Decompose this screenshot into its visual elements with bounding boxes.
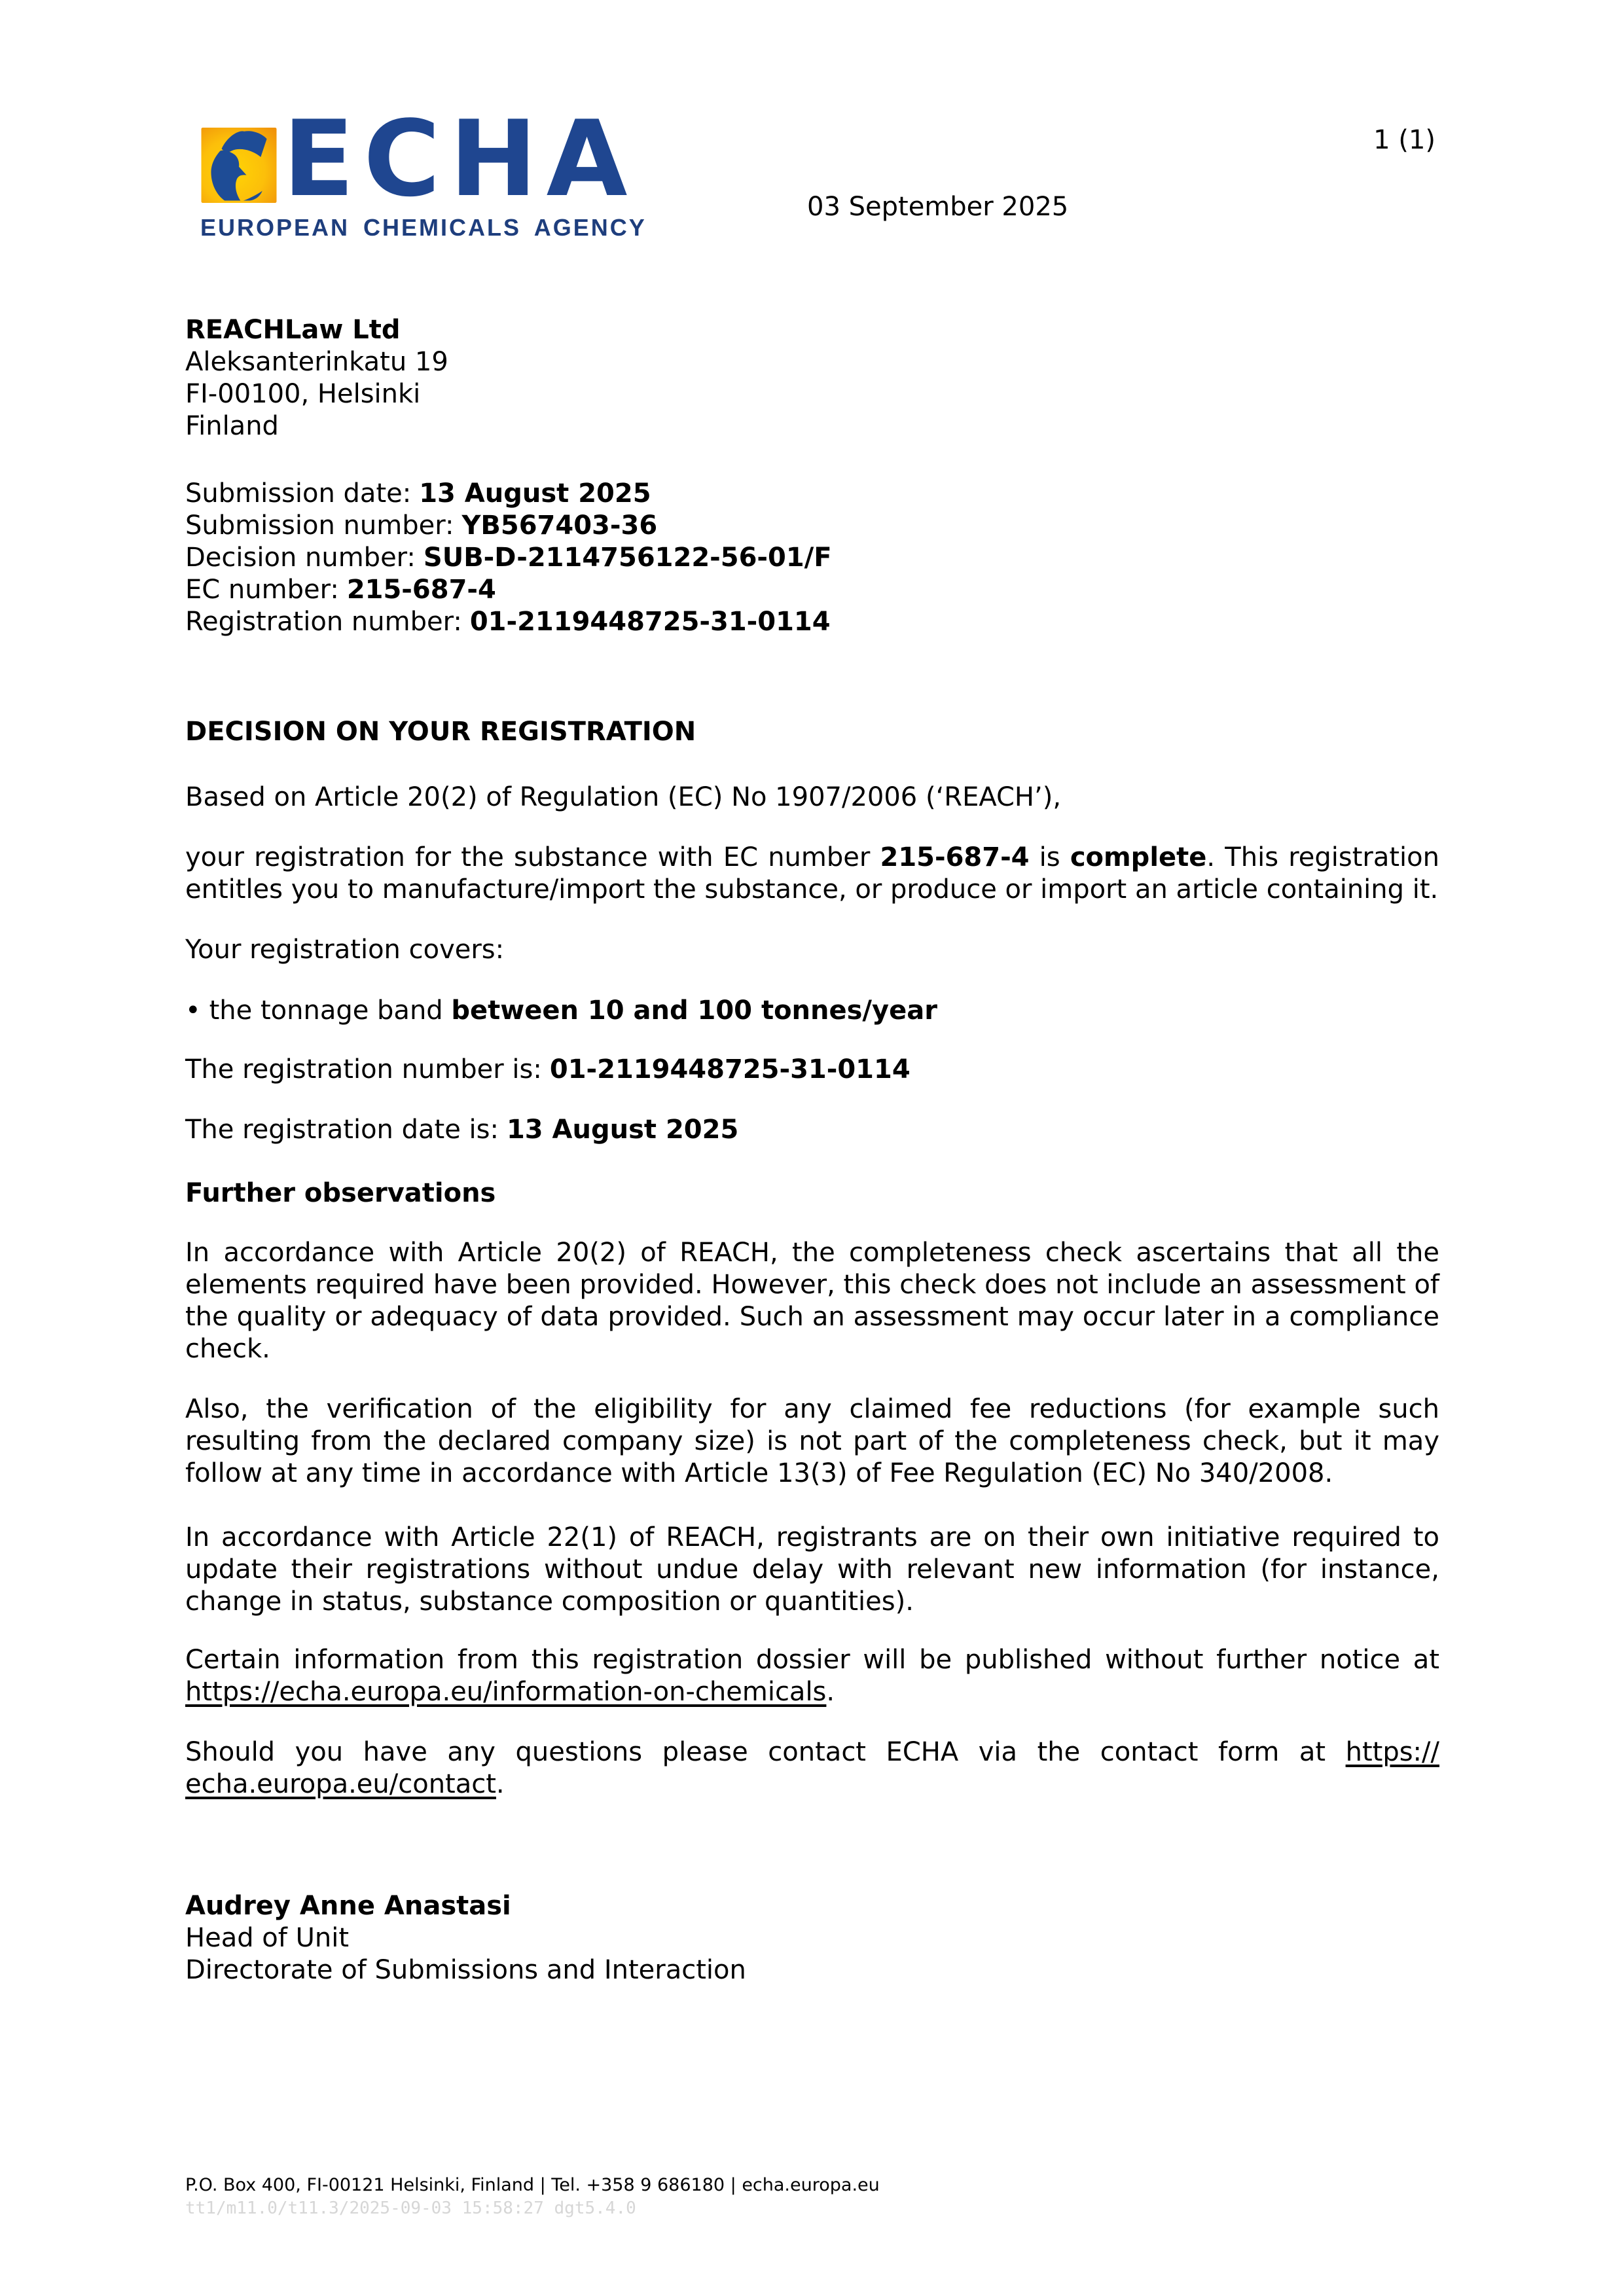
submission-meta-block: [185, 478, 1439, 638]
tonnage-band-value: between 10 and 100 tonnes/year: [451, 996, 937, 1026]
registration-complete-paragraph: your registration for the substance with EC number 215-687-4 is complete. This registration entitles you to manufacture/import the substance, or produce or import an article containing it.: [185, 842, 1439, 905]
meta-value: 13 August 2025: [419, 478, 651, 509]
meta-label: EC number:: [185, 575, 339, 605]
letter-body: [185, 314, 1439, 1986]
logo-acronym: ECHA: [283, 98, 637, 220]
meta-row-submission-date: [185, 478, 1439, 510]
footer-system-line: tt1/m11.0/t11.3/2025-09-03 15:58:27 dgt5.4.0: [185, 2198, 636, 2218]
meta-value: SUB-D-2114756122-56-01/F: [423, 543, 832, 573]
recipient-block: [185, 314, 1439, 442]
meta-row-ec-number: [185, 574, 1439, 606]
based-on-paragraph: Based on Article 20(2) of Regulation (EC) No 1907/2006 (‘REACH’),: [185, 782, 1062, 812]
meta-value: 01-2119448725-31-0114: [469, 607, 831, 637]
registration-date-value: 13 August 2025: [506, 1115, 739, 1145]
tonnage-band-bullet: • the tonnage band between 10 and 100 tonnes/year: [185, 996, 937, 1026]
meta-row-registration-number: [185, 606, 1439, 638]
decision-heading: DECISION ON YOUR REGISTRATION: [185, 717, 696, 747]
meta-row-submission-number: [185, 510, 1439, 542]
covers-intro-line: Your registration covers:: [185, 935, 505, 965]
footer-contact-line: P.O. Box 400, FI-00121 Helsinki, Finland | Tel. +358 9 686180 | echa.europa.eu: [185, 2175, 880, 2195]
signatory-title: Head of Unit: [185, 1923, 349, 1953]
signature-block: [185, 1890, 1439, 1986]
signatory-department: Directorate of Submissions and Interaction: [185, 1955, 746, 1985]
publication-paragraph: Certain information from this registration dossier will be published without further notice at https://echa.europa.eu/information-on-chemicals.: [185, 1645, 1439, 1707]
meta-label: Decision number:: [185, 543, 416, 573]
registration-number-value: 01-2119448725-31-0114: [549, 1054, 911, 1085]
recipient-address-line: FI-00100, Helsinki: [185, 379, 421, 409]
meta-label: Submission number:: [185, 511, 454, 541]
recipient-address-line: Aleksanterinkatu 19: [185, 347, 448, 377]
contact-form-link[interactable]: https://echa.europa.eu/contact: [185, 1737, 1439, 1799]
registration-date-line: The registration date is: 13 August 2025: [185, 1115, 739, 1145]
recipient-name: REACHLaw Ltd: [185, 315, 401, 345]
meta-label: Registration number:: [185, 607, 462, 637]
letter-date: 03 September 2025: [807, 192, 1069, 222]
meta-row-decision-number: [185, 542, 1439, 574]
update-obligation-paragraph: In accordance with Article 22(1) of REACH, registrants are on their own initiative required to update their registrations without undue delay with relevant new information (for instance, change in status, substance composition or quantities).: [185, 1522, 1439, 1617]
fee-reductions-paragraph: Also, the verification of the eligibility for any claimed fee reductions (for example such resulting from the declared company size) is not part of the completeness check, but it may follow at any time in accordance with Article 13(3) of Fee Regulation (EC) No 340/2008.: [185, 1394, 1439, 1488]
page-number: 1 (1): [1373, 125, 1435, 155]
information-on-chemicals-link[interactable]: https://echa.europa.eu/information-on-chemicals: [185, 1677, 827, 1707]
ec-number-inline: 215-687-4: [880, 842, 1030, 872]
echa-logo-icon: [200, 128, 278, 203]
footer: [185, 2174, 880, 2220]
further-observations-heading: Further observations: [185, 1178, 496, 1208]
meta-value: 215-687-4: [346, 575, 496, 605]
completeness-check-paragraph: In accordance with Article 20(2) of REACH, the completeness check ascertains that all the elements required have been provided. However, this check does not include an assessment of the quality or adequacy of data provided. Such an assessment may occur later in a compliance check.: [185, 1238, 1439, 1364]
bullet-marker: •: [185, 996, 201, 1026]
signatory-name: Audrey Anne Anastasi: [185, 1891, 511, 1921]
meta-value: YB567403-36: [461, 511, 658, 541]
meta-label: Submission date:: [185, 478, 412, 509]
registration-number-line: The registration number is: 01-2119448725-31-0114: [185, 1054, 911, 1085]
complete-word: complete: [1070, 842, 1207, 872]
contact-paragraph: Should you have any questions please contact ECHA via the contact form at https://echa.europa.eu/contact.: [185, 1737, 1439, 1799]
recipient-address-line: Finland: [185, 411, 279, 441]
logo-tagline: EUROPEAN CHEMICALS AGENCY: [200, 214, 647, 241]
